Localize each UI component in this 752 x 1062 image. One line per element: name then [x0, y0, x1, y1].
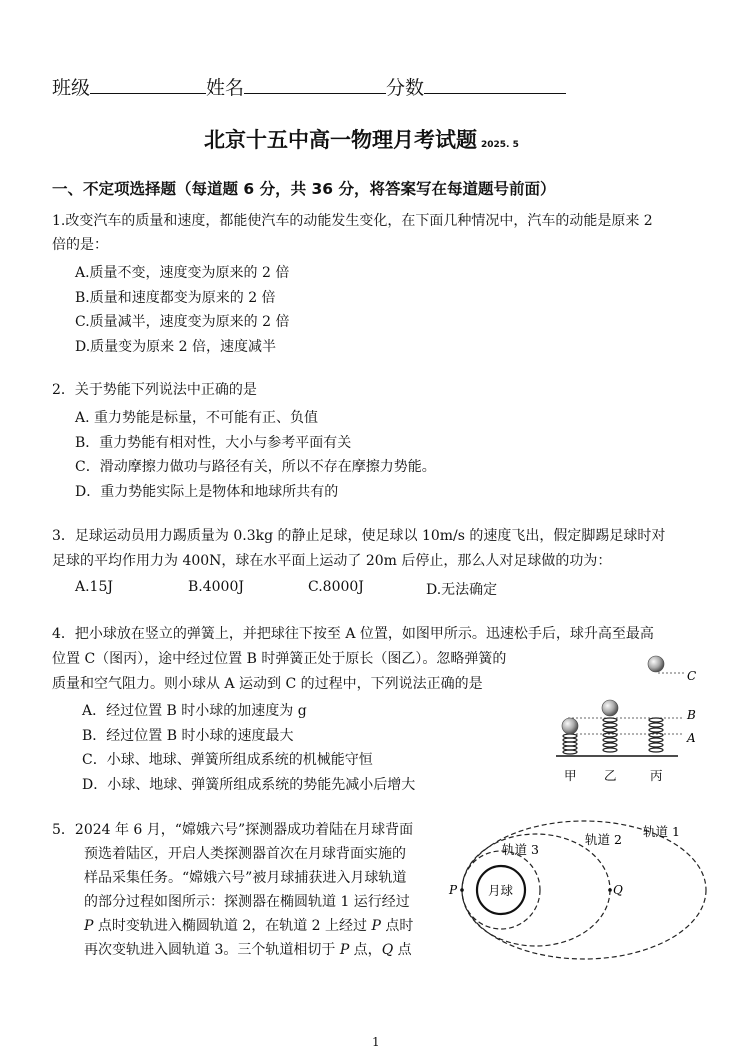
- q4-option-a[interactable]: A．经过位置 B 时小球的加速度为 g: [82, 703, 307, 719]
- q5-line6: [84, 938, 412, 963]
- section-heading: 一、不定项选择题（每道题 6 分，共 36 分，将答案写在每道题号前面）: [52, 180, 556, 198]
- point-p: [460, 888, 464, 892]
- ball-bing: [648, 656, 664, 672]
- name-blank[interactable]: [244, 75, 386, 94]
- spring-yi: [603, 718, 617, 752]
- q3-option-b[interactable]: B.4000J: [188, 579, 244, 595]
- q4-line1: 4．把小球放在竖立的弹簧上，并把球往下按至 A 位置，如图甲所示。迅速松手后，球升高至最高: [52, 626, 654, 642]
- page-number: 1: [372, 1035, 380, 1049]
- q5-line6-text3: 点: [393, 942, 412, 958]
- spring-bing: [649, 718, 663, 752]
- q4-option-b[interactable]: B．经过位置 B 时小球的速度最大: [82, 728, 294, 744]
- q3-line2: 足球的平均作用力为 400N，球在水平面上运动了 20m 后停止，那么人对足球做的功为：: [52, 553, 612, 569]
- orbit1-label: 轨道 1: [643, 824, 680, 839]
- q1-option-a[interactable]: A.质量不变，速度变为原来的 2 倍: [75, 265, 290, 281]
- q1-option-d[interactable]: D.质量变为原来 2 倍，速度减半: [75, 339, 276, 355]
- q5-line3: 样品采集任务。“嫦娥六号”被月球捕获进入月球轨道: [84, 870, 407, 886]
- q5-line5: [84, 914, 413, 939]
- class-field: [52, 73, 566, 100]
- q1-line1: 1.改变汽车的质量和速度，都能使汽车的动能发生变化，在下面几种情况中，汽车的动能是原来 2: [52, 213, 653, 229]
- orbit-figure: [446, 812, 718, 962]
- label-c: C: [687, 669, 697, 683]
- q5-line5-text1: 点时变轨进入椭圆轨道 2，在轨道 2 上经过: [93, 918, 372, 934]
- q2-option-b[interactable]: B．重力势能有相对性，大小与参考平面有关: [75, 435, 352, 451]
- label-q: Q: [613, 883, 623, 897]
- q1-option-c[interactable]: C.质量减半，速度变为原来的 2 倍: [75, 314, 290, 330]
- q5-line5-text2: 点时: [380, 918, 414, 934]
- spring-jia: [563, 734, 577, 754]
- label-a: A: [687, 731, 696, 745]
- title-main: 北京十五中高一物理月考试题: [204, 128, 477, 152]
- q3-option-d[interactable]: D.无法确定: [426, 582, 498, 598]
- q4-option-d[interactable]: D．小球、地球、弹簧所组成系统的势能先减小后增大: [82, 777, 416, 793]
- q5-line1: 5．2024 年 6 月，“嫦娥六号”探测器成功着陆在月球背面: [52, 822, 414, 838]
- label-b: B: [687, 708, 696, 722]
- orbit3-label: 轨道 3: [502, 842, 539, 857]
- var-p: P: [371, 918, 381, 934]
- q4-line3: 质量和空气阻力。则小球从 A 运动到 C 的过程中，下列说法正确的是: [52, 676, 483, 692]
- q1-option-b[interactable]: B.质量和速度都变为原来的 2 倍: [75, 290, 276, 306]
- var-q: Q: [381, 942, 394, 958]
- page-title: [204, 124, 519, 154]
- q2-option-d[interactable]: D．重力势能实际上是物体和地球所共有的: [75, 484, 339, 500]
- q4-line2: 位置 C（图丙），途中经过位置 B 时弹簧正处于原长（图乙）。忽略弹簧的: [52, 651, 507, 667]
- point-q: [608, 888, 612, 892]
- q2-option-a[interactable]: A. 重力势能是标量，不可能有正、负值: [75, 410, 319, 426]
- ball-yi: [602, 700, 618, 716]
- q5-line4: 的部分过程如图所示：探测器在椭圆轨道 1 运行经过: [84, 894, 410, 910]
- caption-yi: 乙: [604, 768, 617, 783]
- ball-jia: [562, 718, 578, 734]
- caption-bing: 丙: [650, 768, 663, 783]
- spring-figure: [548, 650, 708, 790]
- q1-line2: 倍的是：: [52, 237, 108, 253]
- moon-label: 月球: [488, 883, 514, 898]
- q3-line1: 3．足球运动员用力踢质量为 0.3kg 的静止足球，使足球以 10m/s 的速度飞出，假定脚踢足球时对: [52, 528, 666, 544]
- q2-stem: 2．关于势能下列说法中正确的是: [52, 382, 257, 398]
- score-blank[interactable]: [424, 75, 566, 94]
- score-label: 分数: [386, 77, 425, 99]
- orbit2-label: 轨道 2: [585, 832, 622, 847]
- title-date: 2025. 5: [481, 140, 519, 150]
- q5-line6-text2: 点，: [349, 942, 382, 958]
- q5-line6-text1: 再次变轨进入圆轨道 3。三个轨道相切于: [84, 942, 340, 958]
- q4-option-c[interactable]: C．小球、地球、弹簧所组成系统的机械能守恒: [82, 752, 373, 768]
- var-p: P: [339, 942, 350, 958]
- label-p: P: [449, 883, 458, 897]
- q2-option-c[interactable]: C．滑动摩擦力做功与路径有关，所以不存在摩擦力势能。: [75, 459, 436, 475]
- var-p: P: [84, 918, 94, 934]
- q3-option-a[interactable]: A.15J: [75, 579, 113, 595]
- class-label: 班级: [52, 77, 91, 99]
- caption-jia: 甲: [564, 768, 577, 783]
- class-blank[interactable]: [90, 75, 206, 94]
- q3-option-c[interactable]: C.8000J: [308, 579, 364, 595]
- name-label: 姓名: [206, 77, 245, 99]
- q5-line2: 预选着陆区，开启人类探测器首次在月球背面实施的: [84, 846, 406, 862]
